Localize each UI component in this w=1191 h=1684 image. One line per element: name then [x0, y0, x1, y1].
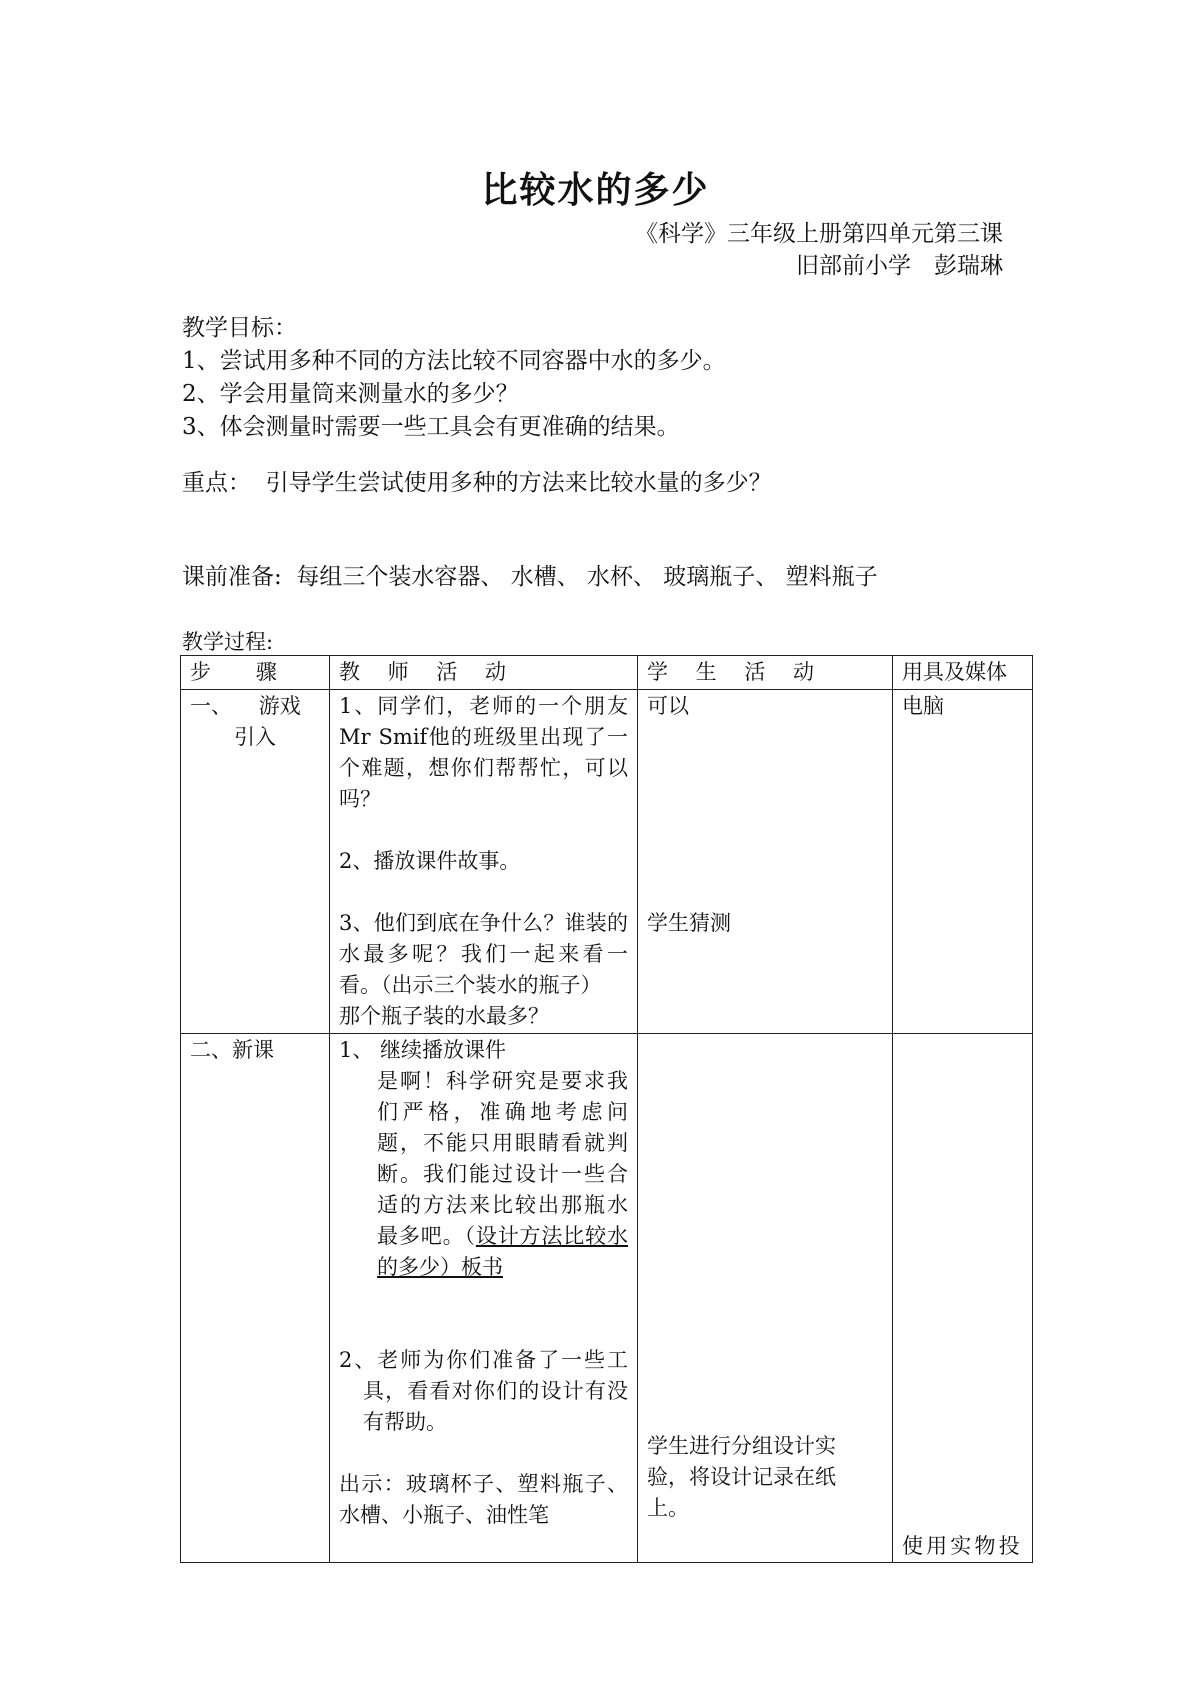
objective-item: 3、体会测量时需要一些工具会有更准确的结果。 [182, 414, 680, 440]
media-cell [893, 690, 1033, 1034]
media-item: 使用实物投 [902, 1534, 1023, 1558]
student-cell [638, 1034, 893, 1563]
step-label: 一、 游戏 [190, 694, 301, 718]
teacher-activity [339, 1066, 628, 1283]
teacher-activity: 2、播放课件故事。 [339, 849, 521, 873]
step-cell [181, 1034, 330, 1563]
step-label: 二、新课 [190, 1038, 274, 1062]
column-header-step: 步 骤 [181, 656, 330, 690]
teacher-activity-text: 是啊！科学研究是要求我们严格，准确地考虑问题，不能只用眼睛看就判断。我们能过设计一些合适的方法来比较出那瓶水最多吧。（ [377, 1069, 628, 1248]
preparation-line: 课前准备: 每组三个装水容器、 水槽、 水杯、 玻璃瓶子、 塑料瓶子 [182, 564, 878, 590]
course-subtitle: 《科学》三年级上册第四单元第三课 [635, 221, 1003, 247]
document-title: 比较水的多少 [481, 169, 710, 211]
teacher-cell [330, 690, 638, 1034]
student-cell [638, 690, 893, 1034]
student-activity: 学生猜测 [647, 911, 731, 935]
student-activity: 学生进行分组设计实验，将设计记录在纸上。 [647, 1434, 836, 1520]
process-heading: 教学过程: [182, 630, 274, 654]
student-activity: 可以 [647, 694, 689, 718]
teacher-activity: 1、同学们，老师的一个朋友Mr Smif他的班级里出现了一个难题，想你们帮帮忙，可以吗？ [339, 694, 628, 811]
teacher-cell [330, 1034, 638, 1563]
teacher-activity: 那个瓶子装的水最多？ [339, 1004, 549, 1028]
table-header-row [181, 656, 1033, 690]
teacher-activity: 2、老师为你们准备了一些工具，看看对你们的设计有没有帮助。 [339, 1348, 628, 1434]
table-row [181, 1034, 1033, 1563]
focus-line: 重点： 引导学生尝试使用多种的方法来比较水量的多少？ [182, 470, 772, 496]
objective-item: 2、学会用量筒来测量水的多少？ [182, 381, 519, 407]
lesson-table [180, 655, 1033, 1563]
teacher-activity: 1、 继续播放课件 [339, 1038, 507, 1062]
objectives-section [182, 312, 1042, 444]
media-item: 电脑 [902, 694, 944, 718]
step-cell [181, 690, 330, 1034]
table-row [181, 690, 1033, 1034]
author-subtitle: 旧部前小学 彭瑞琳 [796, 253, 1003, 279]
column-header-student: 学 生 活 动 [638, 656, 893, 690]
media-cell [893, 1034, 1033, 1563]
objectives-heading: 教学目标： [182, 315, 297, 341]
teacher-activity: 出示：玻璃杯子、塑料瓶子、水槽、小瓶子、油性笔 [339, 1472, 628, 1527]
objective-item: 1、尝试用多种不同的方法比较不同容器中水的多少。 [182, 348, 726, 374]
blackboard-note: 设计方法比较水的多少）板书 [377, 1224, 629, 1279]
column-header-media: 用具及媒体 [893, 656, 1033, 690]
step-label: 引入 [234, 725, 276, 749]
column-header-teacher: 教 师 活 动 [330, 656, 638, 690]
teacher-activity: 3、他们到底在争什么？谁装的水最多呢？我们一起来看一看。（出示三个装水的瓶子） [339, 911, 628, 997]
